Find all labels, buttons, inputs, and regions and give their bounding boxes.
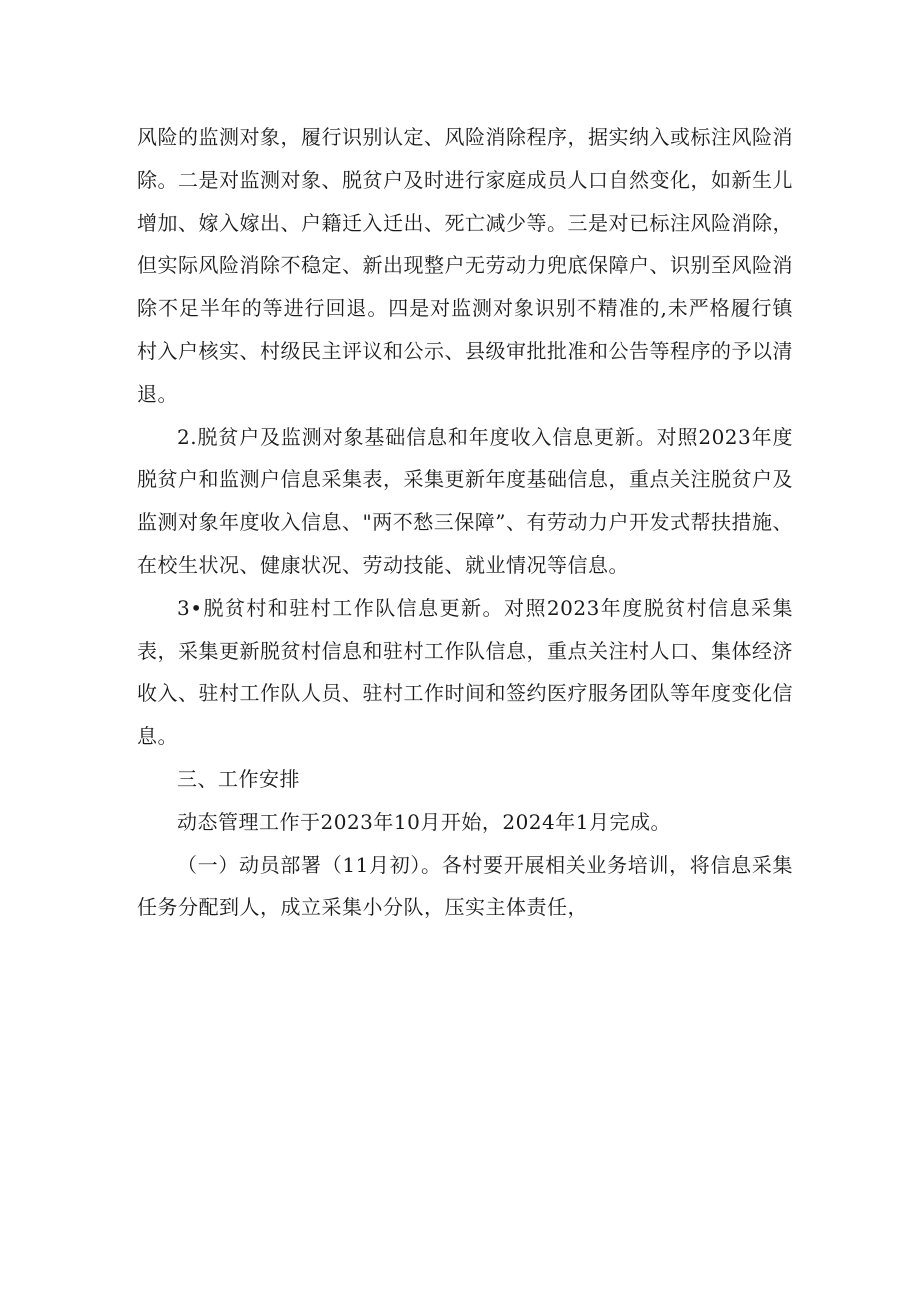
document-body [137, 116, 793, 929]
paragraph-mobilization: （一）动员部署（11月初）。各村要开展相关业务培训，将信息采集任务分配到人，成立采集小分队，压实主体责任， [137, 852, 793, 920]
paragraph-risk-monitoring: 风险的监测对象，履行识别认定、风险消除程序，据实纳入或标注风险消除。二是对监测对象、脱贫户及时进行家庭成员人口自然变化，如新生儿增加、嫁入嫁出、户籍迁入迁出、死亡减少等。三是对已标注风险消除，但实际风险消除不稳定、新出现整户无劳动力兜底保障户、识别至风险消除不足半年的等进行回退。四是对监测对象识别不精准的,未严格履行镇村入户核实、村级民主评议和公示、县级审批批准和公告等程序的予以清退。 [137, 125, 793, 406]
paragraph-timeline: 动态管理工作于2023年10月开始，2024年1月完成。 [177, 809, 671, 834]
paragraph-household-info-update: 2.脱贫户及监测对象基础信息和年度收入信息更新。对照2023年度脱贫户和监测户信息采集表，采集更新年度基础信息，重点关注脱贫户及监测对象年度收入信息、"两不愁三保障”、有劳动力户开发式帮扶措施、在校生状况、健康状况、劳动技能、就业情况等信息。 [137, 424, 793, 577]
paragraph-village-team-update: 3•脱贫村和驻村工作队信息更新。对照2023年度脱贫村信息采集表，采集更新脱贫村信息和驻村工作队信息，重点关注村人口、集体经济收入、驻村工作队人员、驻村工作时间和签约医疗服务团队等年度变化信息。 [137, 595, 793, 749]
section-heading-work-arrangement: 三、工作安排 [177, 766, 300, 791]
